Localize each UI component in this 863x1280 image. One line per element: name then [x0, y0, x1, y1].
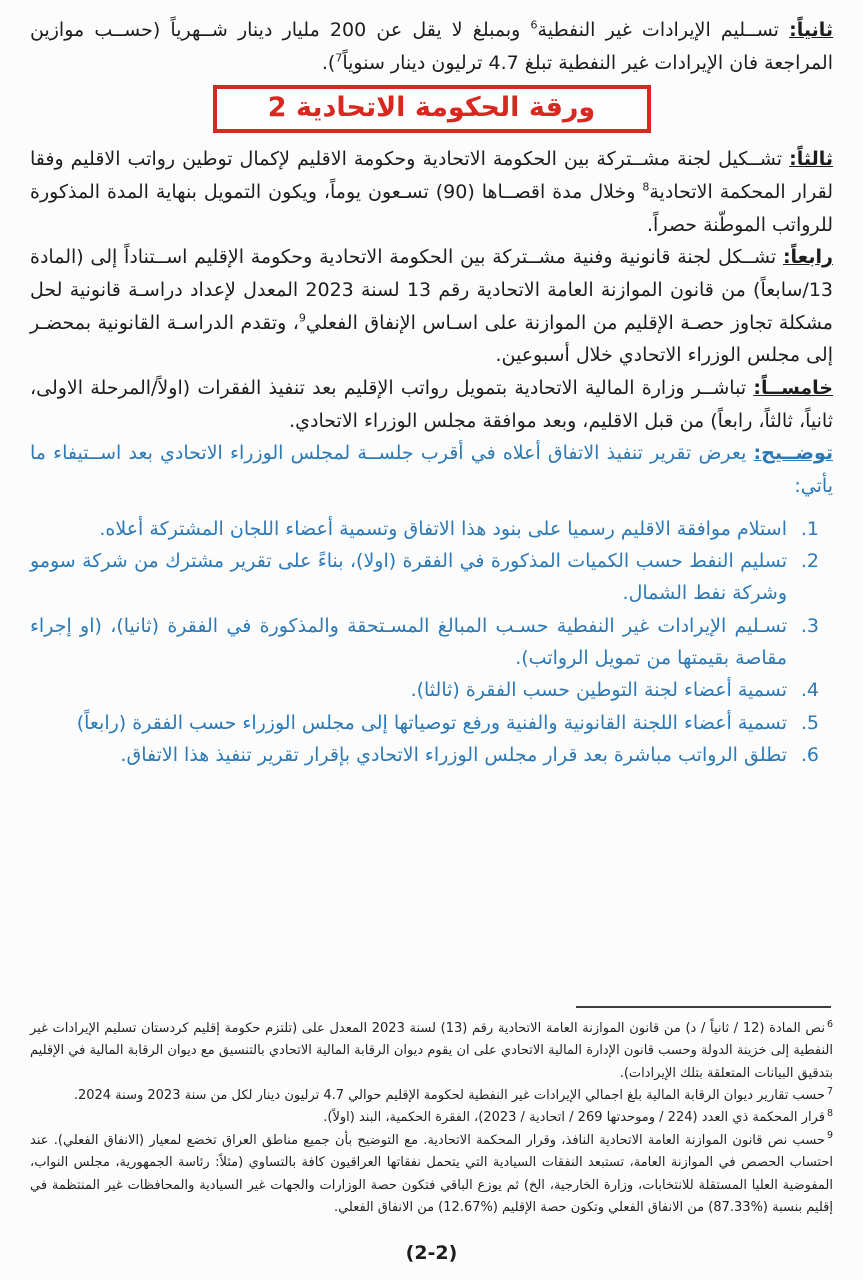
footnote-8 — [30, 1107, 833, 1129]
list-item-3-number: 3. — [800, 614, 819, 637]
footnote-ref-6: 6 — [530, 18, 538, 32]
para-third-text-2: وخلال مدة اقصــاها (90) تسـعون يوماً، ويكون التمويل بنهاية المدة المذكورة للرواتب الموطّنة حصراً. — [30, 181, 833, 236]
list-item-1-text: استلام موافقة الاقليم رسميا على بنود هذا الاتفاق وتسمية أعضاء اللجان المشتركة أعلاه. — [99, 517, 787, 540]
footnote-ref-9: 9 — [298, 311, 306, 325]
para-third-text-1: تشــكيل لجنة مشــتركة بين الحكومة الاتحادية وحكومة الاقليم لإكمال توطين رواتب الاقليم وفقا لقرار المحكمة الاتحادية — [30, 148, 833, 204]
para-second — [30, 14, 833, 79]
footnote-8-text: قرار المحكمة ذي العدد (224 / وموحدتها 269 / اتحادية / 2023)، الفقرة الحكمية، البند (اولاً). — [323, 1110, 825, 1126]
para-fifth-lead: خامســاً: — [753, 377, 833, 400]
list-item-3 — [30, 610, 819, 675]
red-stamp-box — [213, 85, 651, 133]
list-item-4-text: تسمية أعضاء لجنة التوطين حسب الفقرة (ثالثا). — [410, 679, 787, 702]
conditions-list — [30, 513, 833, 771]
para-second-text-2: وبمبلغ لا يقل عن 200 مليار دينار شــهرياً (حســب موازين المراجعة فان الإيرادات غير النفطية تبلغ 4.7 ترليون دينار سنوياً — [30, 19, 833, 74]
list-item-2 — [30, 545, 819, 610]
list-item-6-number: 6. — [800, 743, 819, 766]
footnote-7 — [30, 1085, 833, 1107]
footnote-6 — [30, 1018, 833, 1085]
list-item-2-number: 2. — [800, 550, 819, 573]
para-fourth-lead: رابعاً: — [782, 246, 833, 269]
list-item-2-text: تسليم النفط حسب الكميات المذكورة في الفقرة (اولا)، بناءً على تقرير مشترك من شركة سومو وشركة نفط الشمال. — [30, 550, 787, 605]
para-fourth — [30, 241, 833, 372]
para-fifth-text-1: تباشــر وزارة المالية الاتحادية بتمويل رواتب الإقليم بعد تنفيذ الفقرات (اولاً/المرحلة الاولى، ثانياً، ثالثاً، رابعاً) من قبل الاقليم، وبعد موافقة مجلس الوزراء الاتحادي. — [30, 377, 833, 432]
list-item-6 — [30, 739, 819, 771]
footnote-6-marker: 6 — [826, 1018, 834, 1030]
para-clarification-lead: توضــيح: — [753, 442, 833, 465]
para-clarification-text: يعرض تقرير تنفيذ الاتفاق أعلاه في أقرب جلســة لمجلس الوزراء الاتحادي بعد اســتيفاء ما يأتي: — [30, 442, 833, 498]
para-clarification — [30, 437, 833, 502]
list-item-6-text: تطلق الرواتب مباشرة بعد قرار مجلس الوزراء الاتحادي بإقرار تقرير تنفيذ هذا الاتفاق. — [120, 743, 787, 766]
para-fourth-text-2: ، وتقدم الدراسـة القانونية بمحضـر إلى مجلس الوزراء الاتحادي خلال أسبوعين. — [30, 311, 833, 367]
list-item-4 — [30, 674, 819, 706]
para-second-text-3: ). — [321, 51, 336, 74]
para-second-text-1: تســليم الإيرادات غير النفطية — [537, 19, 790, 41]
footnote-6-text: نص المادة (12 / ثانياً / د) من قانون الموازنة العامة الاتحادية رقم (13) لسنة 2023 المعدل على (تلتزم حكومة إقليم كردستان تسليم الإيرادات غير النفطية إلى خزينة الدولة وحسب قانون الإدارة المالية الاتحادي على ان يقوم ديوان الرقابة المالية الاتحادي بالتنسيق مع ديوان الرقابة المالية في الإقليم بتدقيق البيانات المتعلقة بتلك الإيرادات). — [30, 1021, 833, 1081]
para-fifth — [30, 372, 833, 437]
footnote-9-marker: 9 — [826, 1130, 833, 1142]
footnote-ref-8: 8 — [642, 180, 650, 194]
page-number: (2-2) — [405, 1242, 458, 1264]
para-third — [30, 143, 833, 241]
list-item-5-number: 5. — [800, 711, 819, 734]
footnote-8-marker: 8 — [826, 1108, 833, 1120]
para-third-lead: ثالثاً: — [789, 148, 833, 171]
list-item-5 — [30, 707, 819, 739]
footnote-9 — [30, 1130, 833, 1219]
footnote-divider — [576, 1006, 831, 1008]
list-item-3-text: تسـليم الإيرادات غير النفطية حسـب المبالغ المسـتحقة والمذكورة في الفقرة (ثانيا)، (او إجراء مقاصة بقيمتها من تمويل الرواتب). — [30, 614, 787, 669]
para-fourth-text-1: تشــكل لجنة قانونية وفنية مشــتركة بين الحكومة الاتحادية وحكومة الإقليم اســتناداً إلى (المادة 13/سابعاً) من قانون الموازنة العامة الاتحادية رقم 13 لسنة 2023 المعدل لإعداد دراسـة قانونية لحل مشكلة تجاوز حصـة الإقليم من الموازنة على اسـاس الإنفاق الفعلي — [30, 246, 833, 334]
footnotes-section — [30, 1006, 833, 1219]
red-stamp-label: ورقة الحكومة الاتحادية 2 — [267, 92, 596, 124]
list-item-1 — [30, 513, 819, 545]
list-item-4-number: 4. — [800, 679, 819, 702]
para-second-lead: ثانياً: — [789, 19, 834, 41]
footnote-ref-7: 7 — [335, 51, 343, 65]
list-item-5-text: تسمية أعضاء اللجنة القانونية والفنية ورفع توصياتها إلى مجلس الوزراء حسب الفقرة (رابعاً) — [76, 711, 787, 734]
footnote-7-marker: 7 — [826, 1085, 833, 1097]
footnote-7-text: حسب تقارير ديوان الرقابة المالية بلغ اجمالي الإيرادات غير النفطية لحكومة الإقليم حوالي 4.7 ترليون دينار لكل من سنة 2023 وسنة 2024. — [73, 1088, 825, 1104]
footnote-9-text: حسب نص قانون الموازنة العامة الاتحادية النافذ، وقرار المحكمة الاتحادية. مع التوضيح بأن جميع مناطق العراق تخضع لمعيار (الانفاق الفعلي). عند احتساب الحصص في الموازنة العامة، تستبعد النفقات السيادية التي يتحمل نفقاتها العراقيون كافة بالتساوي (مثلاً: رئاسة الجمهورية، مجلس النواب، المفوضية العليا المستقلة للانتخابات، وزارة الخارجية، الخ) ثم يوزع الباقي فتكون حصة الوزارات والجهات غير السيادية والمحافظات غير المنتظمة في إقليم بنسبة (%87.33) من الانفاق الفعلي وتكون حصة الإقليم (%12.67) من الانفاق الفعلي. — [30, 1132, 833, 1215]
list-item-1-number: 1. — [800, 517, 819, 540]
